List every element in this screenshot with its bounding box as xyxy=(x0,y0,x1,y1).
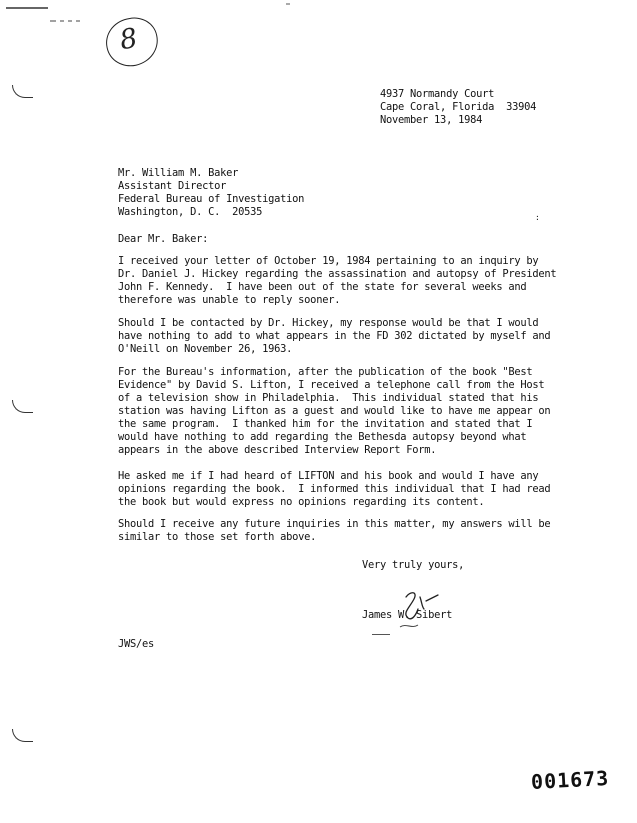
paragraph-line: appears in the above described Interview Report Form. xyxy=(118,444,437,456)
paragraph-line: Evidence" by David S. Lifton, I received a telephone call from the Host xyxy=(118,379,545,391)
paragraph-line: similar to those set forth above. xyxy=(118,531,317,543)
paragraph-line: John F. Kennedy. I have been out of the state for several weeks and xyxy=(118,281,527,293)
paragraph-4 xyxy=(118,470,550,509)
handwritten-signature xyxy=(392,585,452,630)
recipient-city: Washington, D. C. 20535 xyxy=(118,206,263,218)
paragraph-line: For the Bureau's information, after the publication of the book "Best xyxy=(118,366,533,378)
paragraph-line: the same program. I thanked him for the invitation and stated that I xyxy=(118,418,533,430)
paragraph-line: He asked me if I had heard of LIFTON and his book and would I have any xyxy=(118,470,539,482)
paragraph-line: have nothing to add to what appears in the FD 302 dictated by myself and xyxy=(118,330,551,342)
recipient-title: Assistant Director xyxy=(118,180,227,192)
paragraph-line: Dr. Daniel J. Hickey regarding the assassination and autopsy of President xyxy=(118,268,557,280)
paragraph-5 xyxy=(118,518,550,544)
letter-date: November 13, 1984 xyxy=(380,114,483,126)
speck-mark: : xyxy=(535,213,540,222)
signature-underline xyxy=(372,634,390,635)
closing-line: Very truly yours, xyxy=(362,559,465,571)
paragraph-line: would have nothing to add regarding the Bethesda autopsy beyond what xyxy=(118,431,527,443)
sender-city: Cape Coral, Florida 33904 xyxy=(380,101,537,113)
paragraph-line: opinions regarding the book. I informed this individual that I had read xyxy=(118,483,551,495)
circled-page-number: 8 xyxy=(117,22,140,57)
paragraph-line: station was having Lifton as a guest and would like to have me appear on xyxy=(118,405,551,417)
recipient-block xyxy=(118,167,304,219)
signer-name: James W. Sibert xyxy=(362,609,453,621)
recipient-organization: Federal Bureau of Investigation xyxy=(118,193,305,205)
salutation: Dear Mr. Baker: xyxy=(118,233,209,245)
paragraph-line: Should I be contacted by Dr. Hickey, my response would be that I would xyxy=(118,317,539,329)
document-number-stamp: 001673 xyxy=(530,765,610,795)
typist-initials: JWS/es xyxy=(118,638,155,650)
paragraph-3 xyxy=(118,366,550,457)
paragraph-1 xyxy=(118,255,556,307)
paragraph-line: of a television show in Philadelphia. This individual stated that his xyxy=(118,392,539,404)
top-edge-marks xyxy=(0,0,637,30)
paragraph-line: I received your letter of October 19, 1984 pertaining to an inquiry by xyxy=(118,255,539,267)
paragraph-line: O'Neill on November 26, 1963. xyxy=(118,343,293,355)
binder-punch-mark xyxy=(12,85,33,98)
paragraph-line: the book but would express no opinions regarding its content. xyxy=(118,496,485,508)
binder-punch-mark xyxy=(12,729,33,742)
recipient-name: Mr. William M. Baker xyxy=(118,167,239,179)
paragraph-line: Should I receive any future inquiries in this matter, my answers will be xyxy=(118,518,551,530)
paragraph-2 xyxy=(118,317,550,356)
sender-street: 4937 Normandy Court xyxy=(380,88,495,100)
sender-address-block xyxy=(380,88,536,127)
binder-punch-mark xyxy=(12,400,33,413)
paragraph-line: therefore was unable to reply sooner. xyxy=(118,294,341,306)
